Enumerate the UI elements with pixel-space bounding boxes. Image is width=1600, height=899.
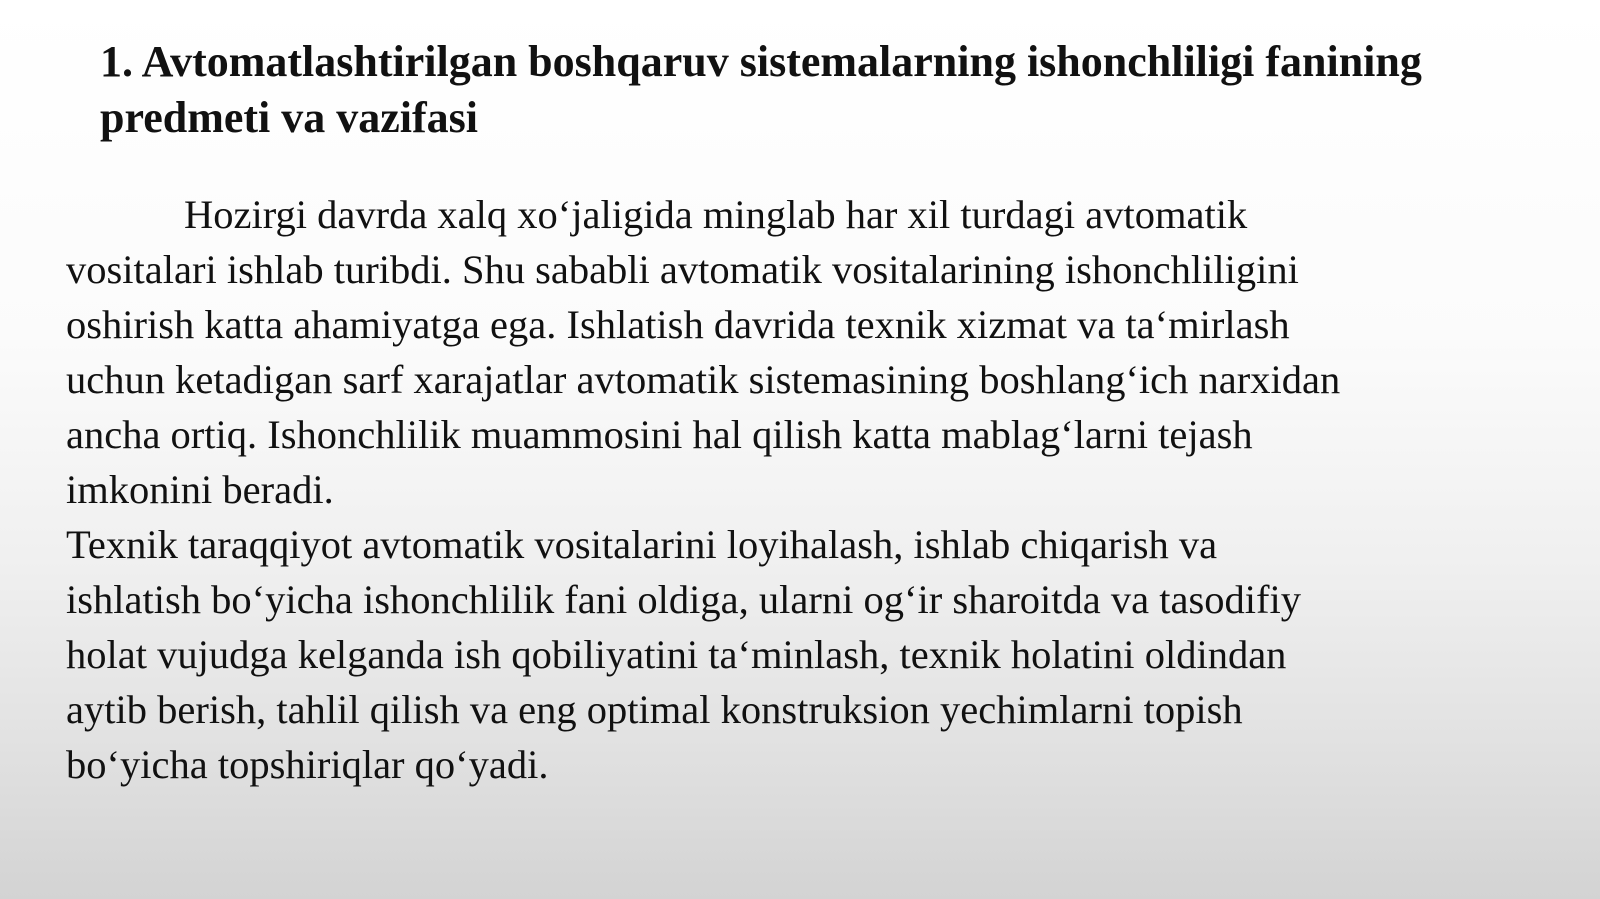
paragraph-line: imkonini beradi. [66, 467, 334, 512]
paragraph-line [66, 187, 1536, 242]
heading-line: 1. Avtomatlashtirilgan boshqaruv sistemalarning ishonchliligi fanining [100, 37, 1422, 86]
paragraph-1 [66, 187, 1536, 517]
paragraph-line: ishlatish bo‘yicha ishonchlilik fani oldiga, ularni og‘ir sharoitda va tasodifiy [66, 577, 1301, 622]
slide-heading [100, 34, 1540, 146]
heading-line: predmeti va vazifasi [100, 93, 479, 142]
paragraph-line: Texnik taraqqiyot avtomatik vositalarini loyihalash, ishlab chiqarish va [66, 522, 1218, 567]
paragraph-line: vositalari ishlab turibdi. Shu sababli avtomatik vositalarining ishonchliligini [66, 247, 1299, 292]
paragraph-line: uchun ketadigan sarf xarajatlar avtomatik sistemasining boshlang‘ich narxidan [66, 357, 1341, 402]
slide-body [66, 187, 1536, 792]
paragraph-2 [66, 517, 1536, 792]
paragraph-line: aytib berish, tahlil qilish va eng optimal konstruksion yechimlarni topish [66, 687, 1243, 732]
paragraph-line: holat vujudga kelganda ish qobiliyatini ta‘minlash, texnik holatini oldindan [66, 632, 1287, 677]
paragraph-line-text: Hozirgi davrda xalq xo‘jaligida minglab har xil turdagi avtomatik [184, 192, 1248, 237]
paragraph-line: bo‘yicha topshiriqlar qo‘yadi. [66, 742, 549, 787]
paragraph-line: oshirish katta ahamiyatga ega. Ishlatish davrida texnik xizmat va ta‘mirlash [66, 302, 1290, 347]
paragraph-line: ancha ortiq. Ishonchlilik muammosini hal qilish katta mablag‘larni tejash [66, 412, 1253, 457]
